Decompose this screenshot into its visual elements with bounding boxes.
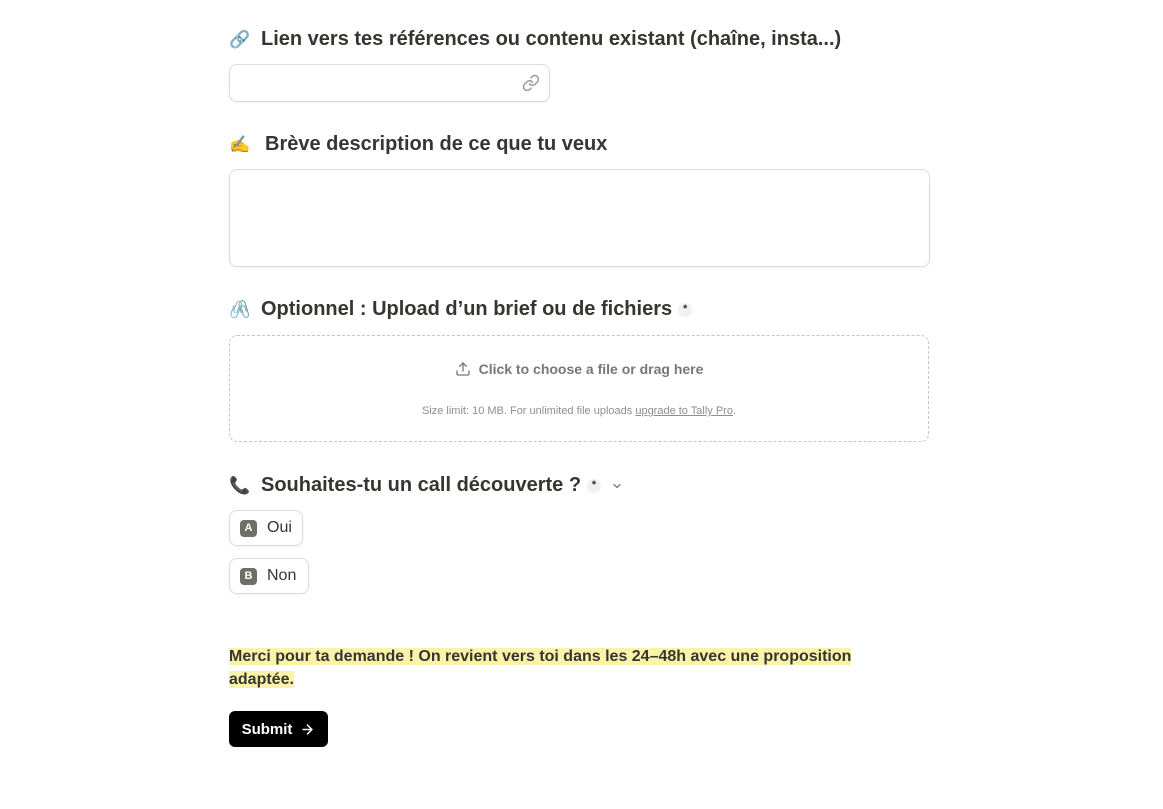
file-upload-dropzone[interactable] xyxy=(229,335,929,442)
description-textarea[interactable] xyxy=(230,170,929,266)
link-icon xyxy=(522,74,540,92)
chevron-down-icon[interactable] xyxy=(611,480,623,492)
question-title-call xyxy=(229,474,623,497)
question-label: Brève description de ce que tu veux xyxy=(265,133,608,155)
choice-option-oui[interactable] xyxy=(229,510,303,546)
upgrade-link[interactable]: upgrade to Tally Pro xyxy=(635,405,733,417)
upload-icon xyxy=(455,361,471,377)
option-label: Oui xyxy=(267,519,292,536)
telephone-emoji-icon: 📞 xyxy=(229,475,251,495)
question-title-description xyxy=(229,133,607,156)
upload-cta-label: Click to choose a file or drag here xyxy=(478,361,704,377)
link-emoji-icon: 🔗 xyxy=(229,29,251,49)
question-label: Lien vers tes références ou contenu existant (chaîne, insta...) xyxy=(261,28,842,50)
writing-hand-emoji-icon: ✍️ xyxy=(229,134,251,154)
required-badge: * xyxy=(678,303,692,317)
thanks-message xyxy=(229,645,889,691)
link-field-wrapper xyxy=(229,64,550,102)
link-input[interactable] xyxy=(230,65,549,101)
option-key-badge: B xyxy=(240,568,257,585)
question-label: Optionnel : Upload d’un brief ou de fichiers xyxy=(261,298,673,320)
question-title-upload xyxy=(229,298,692,321)
upload-note-prefix: Size limit: 10 MB. For unlimited file uploads xyxy=(421,405,636,417)
question-title-link xyxy=(229,28,841,51)
choice-option-non[interactable] xyxy=(229,558,309,594)
option-label: Non xyxy=(267,567,297,584)
upload-cta[interactable] xyxy=(230,361,928,377)
required-badge: * xyxy=(587,479,601,493)
submit-button[interactable] xyxy=(229,711,328,747)
option-key-badge: A xyxy=(240,520,257,537)
question-label: Souhaites-tu un call découverte ? xyxy=(261,474,582,496)
highlighted-text: Merci pour ta demande ! On revient vers toi dans les 24–48h avec une proposition adaptée. xyxy=(229,648,852,688)
arrow-right-icon xyxy=(300,722,315,737)
upload-size-note xyxy=(230,405,928,417)
paperclips-emoji-icon: 🖇️ xyxy=(229,299,251,319)
description-field-wrapper xyxy=(229,169,930,267)
upload-note-suffix: . xyxy=(732,405,737,417)
submit-label: Submit xyxy=(241,720,293,738)
